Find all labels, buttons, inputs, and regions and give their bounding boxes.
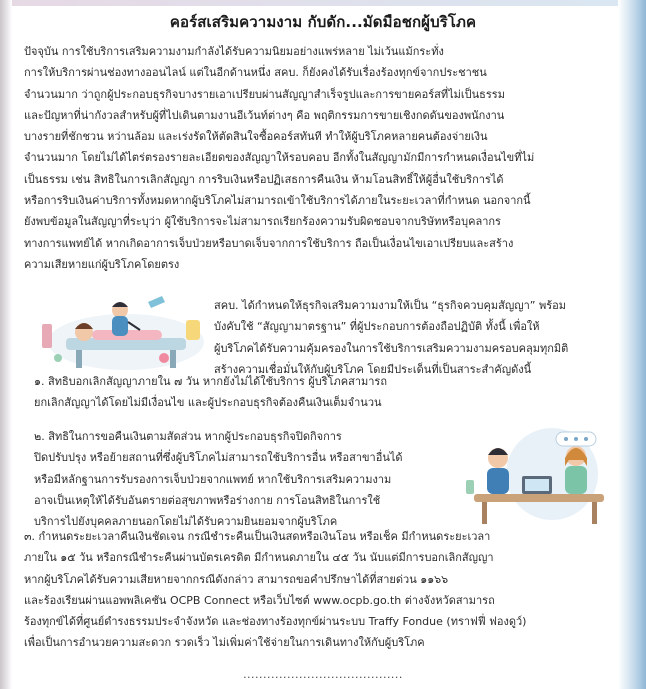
page-title: คอร์สเสริมความงาม กับดัก...มัดมือชกผู้บริโภค bbox=[169, 13, 477, 31]
separator-dots: ........................................ bbox=[243, 668, 403, 681]
text-line: ปิดปรับปรุง หรือย้ายสถานที่ซึ่งผู้บริโภคไม่สามารถใช้บริการอื่น หรือสาขาอื่นได้ bbox=[34, 451, 403, 465]
regulation-paragraph bbox=[214, 295, 614, 380]
text-line: ๑. สิทธิบอกเลิกสัญญาภายใน ๗ วัน หากยังไม่ได้ใช้บริการ ผู้บริโภคสามารถ bbox=[34, 375, 387, 388]
text-line: จำนวนมาก ว่าถูกผู้ประกอบธุรกิจบางรายเอาเปรียบผ่านสัญญาสำเร็จรูปและการขายคอร์สที่ไม่เป็นธรรม bbox=[24, 87, 505, 101]
left-edge-decoration bbox=[0, 0, 12, 689]
beauty-treatment-illustration bbox=[36, 294, 208, 372]
consultation-illustration bbox=[460, 424, 614, 526]
text-line: ความเสียหายแก่ผู้บริโภคโดยตรง bbox=[24, 257, 180, 271]
text-line: หากผู้บริโภคได้รับความเสียหายจากกรณีดังกล่าว สามารถขอคำปรึกษาได้ที่สายด่วน ๑๑๖๖ bbox=[24, 572, 449, 586]
text-line: อาจเป็นเหตุให้ได้รับอันตรายต่อสุขภาพหรือร่างกาย การโอนสิทธิในการใช้ bbox=[34, 493, 381, 507]
refund-and-contact-paragraph bbox=[24, 526, 614, 654]
text-line: เพื่อเป็นการอำนวยความสะดวก รวดเร็ว ไม่เพิ่มค่าใช้จ่ายในการเดินทางให้กับผู้บริโภค bbox=[24, 636, 425, 650]
text-line: เป็นธรรม เช่น สิทธิในการเลิกสัญญา การริบเงินหรือปฏิเสธการคืนเงิน ห้ามโอนสิทธิ์ให้ผู้อื่นใช้บริการได้ bbox=[24, 172, 504, 186]
top-border bbox=[0, 0, 646, 6]
text-line: ภายใน ๑๕ วัน หรือกรณีชำระคืนผ่านบัตรเครดิต มีกำหนดภายใน ๔๕ วัน นับแต่มีการบอกเลิกสัญญา bbox=[24, 551, 494, 565]
text-line: สร้างความเชื่อมั่นให้กับผู้บริโภค โดยมีประเด็นที่เป็นสาระสำคัญดังนี้ bbox=[214, 362, 532, 376]
right-2-paragraph bbox=[34, 426, 454, 532]
text-line: ยกเลิกสัญญาได้โดยไม่มีเงื่อนไข และผู้ประกอบธุรกิจต้องคืนเงินเต็มจำนวน bbox=[34, 396, 382, 410]
text-line: จำนวนมาก โดยไม่ได้ไตร่ตรองรายละเอียดของสัญญาให้รอบคอบ อีกทั้งในสัญญามักมีการกำหนดเงื่อนไขที่ไม่ bbox=[24, 151, 535, 165]
text-line: หรือการริบเงินค่าบริการทั้งหมดหากผู้บริโภคไม่สามารถเข้าใช้บริการได้ภายในระยะเวลาที่กำหนด นอกจากนี้ bbox=[24, 194, 531, 208]
text-line: ๒. สิทธิในการขอคืนเงินตามสัดส่วน หากผู้ประกอบธุรกิจปิดกิจการ bbox=[34, 430, 342, 443]
text-line: บังคับใช้ “สัญญามาตรฐาน” ที่ผู้ประกอบการต้องถือปฏิบัติ ทั้งนี้ เพื่อให้ bbox=[214, 320, 540, 334]
text-line: การให้บริการผ่านช่องทางออนไลน์ แต่ในอีกด้านหนึ่ง สคบ. ก็ยังคงได้รับเรื่องร้องทุกข์จากประชาชน bbox=[24, 66, 487, 80]
text-line: ยังพบข้อมูลในสัญญาที่ระบุว่า ผู้ใช้บริการจะไม่สามารถเรียกร้องความรับผิดชอบจากบริษัทหรือบุคลากร bbox=[24, 215, 501, 229]
text-line: บางรายที่ชักชวน หว่านล้อม และเร่งรัดให้ตัดสินใจซื้อคอร์สทันที ทำให้ผู้บริโภคหลายคนต้องจ่ายเงิน bbox=[24, 130, 488, 144]
text-line: หรือมีหลักฐานการรับรองการเจ็บป่วยจากแพทย์ หากใช้บริการเสริมความงาม bbox=[34, 472, 392, 486]
text-line: ทางการแพทย์ได้ หากเกิดอาการเจ็บป่วยหรือบาดเจ็บจากการใช้บริการ ถือเป็นเงื่อนไขเอาเปรียบและสร้าง bbox=[24, 236, 514, 250]
text-line: และร้องเรียนผ่านแอพพลิเคชัน OCPB Connect หรือเว็บไซต์ www.ocpb.go.th ต่างจังหวัดสามารถ bbox=[24, 593, 495, 607]
text-line: บริการไปยังบุคคลภายนอกโดยไม่ได้รับความยินยอมจากผู้บริโภค bbox=[34, 515, 338, 529]
text-line: สคบ. ได้กำหนดให้ธุรกิจเสริมความงามให้เป็น “ธุรกิจควบคุมสัญญา” พร้อม bbox=[214, 299, 566, 312]
text-line: ผู้บริโภคได้รับความคุ้มครองในการใช้บริการเสริมความงามครอบคลุมทุกมิติ bbox=[214, 341, 569, 355]
right-edge-decoration bbox=[618, 0, 646, 689]
text-line: ร้องทุกข์ได้ที่ศูนย์ดำรงธรรมประจำจังหวัด และช่องทางร้องทุกข์ผ่านระบบ Traffy Fondue (ทราฟฟี่ ฟองดูว์) bbox=[24, 615, 527, 629]
text-line: ปัจจุบัน การใช้บริการเสริมความงามกำลังได้รับความนิยมอย่างแพร่หลาย ไม่เว้นแม้กระทั่ง bbox=[24, 45, 444, 58]
text-line: ๓. กำหนดระยะเวลาคืนเงินชัดเจน กรณีชำระคืนเป็นเงินสดหรือเงินโอน หรือเช็ค มีกำหนดระยะเวลา bbox=[24, 530, 491, 543]
intro-paragraph bbox=[24, 41, 614, 275]
text-line: และปัญหาที่น่ากังวลสำหรับผู้ที่ไปเดินตามงานอีเว้นท์ต่างๆ คือ พฤติกรรมการขายเชิงกดดันของพนักงาน bbox=[24, 108, 505, 122]
right-1-paragraph bbox=[34, 371, 614, 414]
